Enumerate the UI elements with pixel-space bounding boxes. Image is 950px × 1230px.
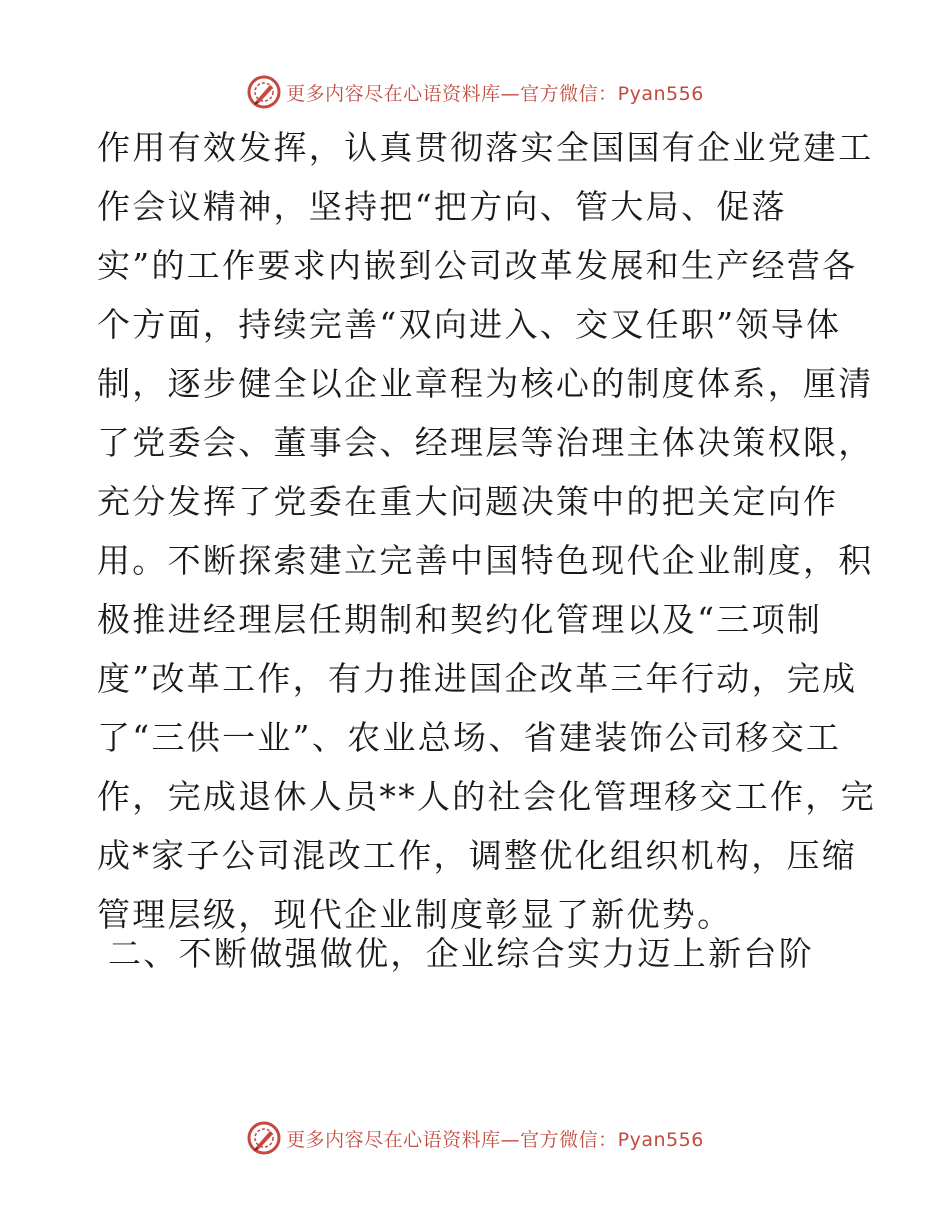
body-line: 实”的工作要求内嵌到公司改革发展和生产经营各 xyxy=(97,246,858,285)
body-line: 个方面，持续完善“双向进入、交叉任职”领导体 xyxy=(97,305,842,344)
document-body xyxy=(97,118,876,944)
body-line: 作会议精神，坚持把“把方向、管大局、促落 xyxy=(97,187,787,226)
pen-logo-icon xyxy=(246,74,282,110)
body-line: 了“三供一业”、农业总场、省建装饰公司移交工 xyxy=(97,718,842,757)
body-line: 用。不断探索建立完善中国特色现代企业制度，积 xyxy=(97,541,874,580)
body-line: 极推进经理层任期制和契约化管理以及“三项制 xyxy=(97,600,823,639)
body-line: 管理层级，现代企业制度彰显了新优势。 xyxy=(97,895,733,934)
body-line: 了党委会、董事会、经理层等治理主体决策权限， xyxy=(97,423,874,462)
body-line: 作用有效发挥，认真贯彻落实全国国有企业党建工 xyxy=(97,128,874,167)
body-line: 成*家子公司混改工作，调整优化组织机构，压缩 xyxy=(97,836,858,875)
header-watermark xyxy=(0,72,950,112)
body-line: 作，完成退休人员**人的社会化管理移交工作，完 xyxy=(97,777,876,816)
watermark-handle: Pyan556 xyxy=(617,82,704,105)
body-line: 制，逐步健全以企业章程为核心的制度体系，厘清 xyxy=(97,364,874,403)
body-line: 充分发挥了党委在重大问题决策中的把关定向作 xyxy=(97,482,839,521)
section-heading: 二、不断做强做优，企业综合实力迈上新台阶 xyxy=(108,934,814,973)
pen-logo-icon xyxy=(246,1120,282,1156)
watermark-text: 更多内容尽在心语资料库—官方微信：Pyan556 xyxy=(286,82,704,105)
body-line: 度”改革工作，有力推进国企改革三年行动，完成 xyxy=(97,659,858,698)
watermark-text: 更多内容尽在心语资料库—官方微信：Pyan556 xyxy=(286,1128,704,1151)
footer-watermark xyxy=(0,1118,950,1158)
watermark-handle: Pyan556 xyxy=(617,1128,704,1151)
